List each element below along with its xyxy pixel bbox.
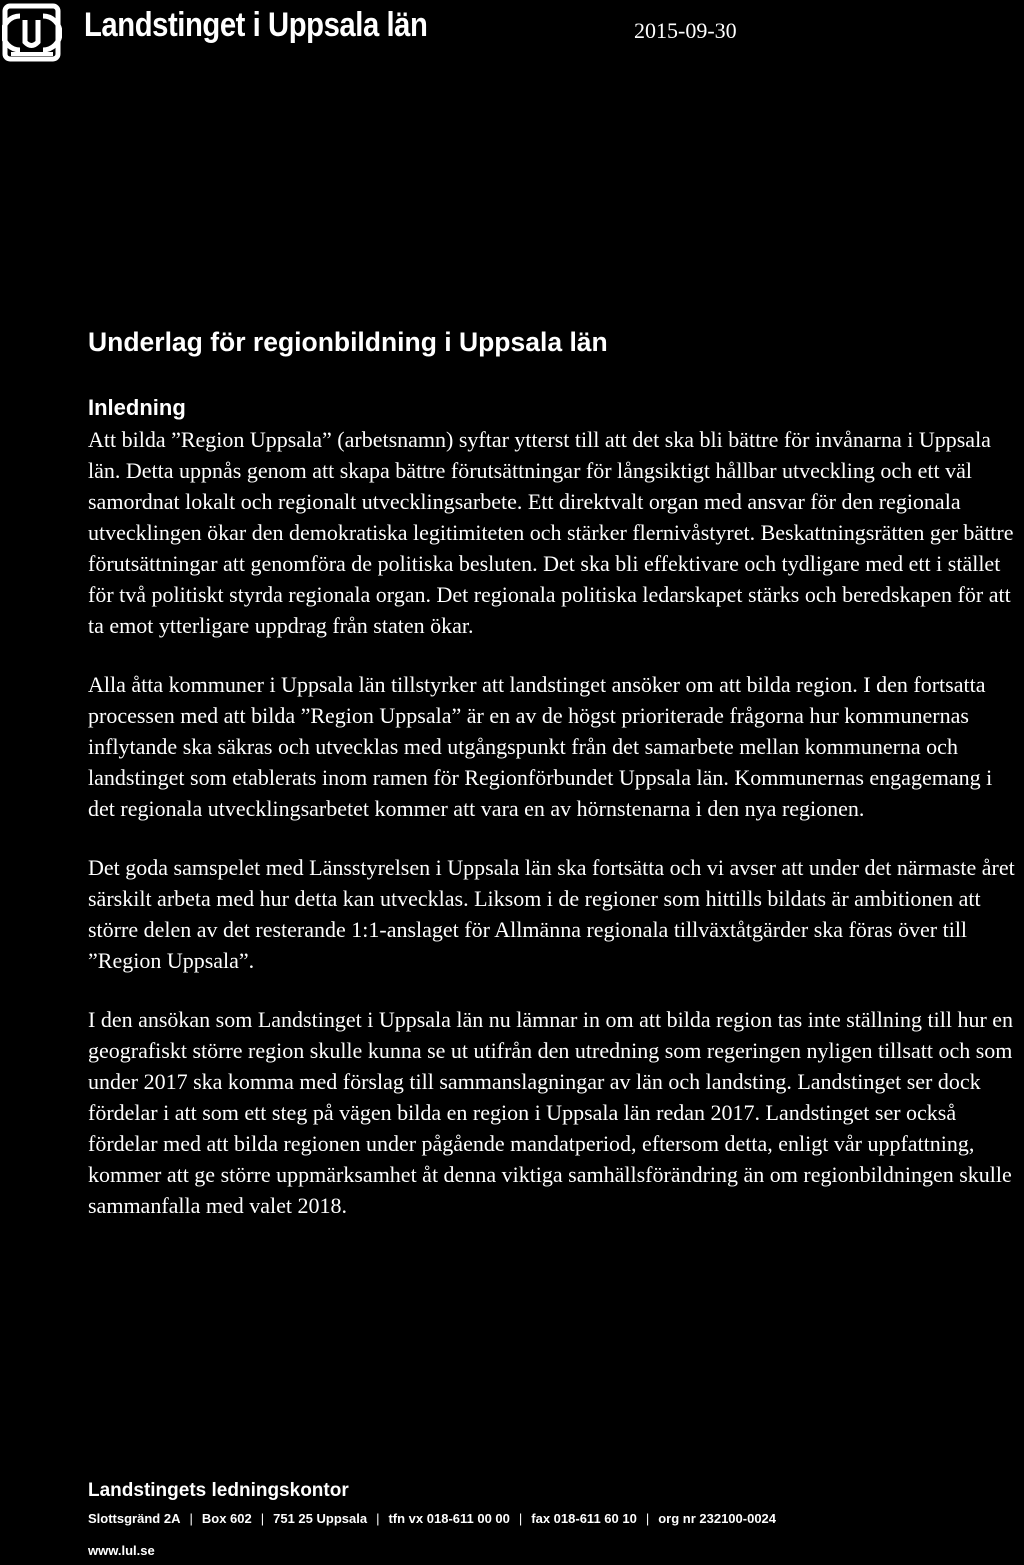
footer-org-number: org nr 232100-0024 <box>658 1511 777 1526</box>
footer-office-name: Landstingets ledningskontor <box>88 1480 349 1501</box>
footer-separator: | <box>189 1511 193 1526</box>
document-body <box>88 322 1018 1249</box>
footer-phone: tfn vx 018-611 00 00 <box>388 1511 510 1526</box>
county-council-logo-icon <box>2 2 62 62</box>
footer <box>88 1478 1018 1560</box>
document-title: Underlag för regionbildning i Uppsala län <box>88 327 608 357</box>
organization-name: Landstinget i Uppsala län <box>84 6 428 44</box>
letterhead <box>0 0 1024 80</box>
paragraph-2: Alla åtta kommuner i Uppsala län tillstyrker att landstinget ansöker om att bilda region. I den fortsatta processen med att bilda ”Region Uppsala” är en av de högst prioriterade frågorna hur kommunernas inflytande ska säkras och utvecklas med utgångspunkt från det samarbete mellan kommunerna och landstinget som etablerats inom ramen för Regionförbundet Uppsala län. Kommunernas engagemang i det regionala utvecklingsarbetet kommer att vara en av hörnstenarna i den nya regionen. <box>88 672 993 821</box>
document-date: 2015-09-30 <box>634 18 737 43</box>
footer-separator: | <box>518 1511 523 1526</box>
footer-contact-line <box>88 1510 1018 1528</box>
paragraph-4: I den ansökan som Landstinget i Uppsala län nu lämnar in om att bilda region tas inte ställning till hur en geografiskt större region skulle kunna se ut utifrån den utredning som regeringen nyligen tillsatt och som under 2017 ska komma med förslag till sammanslagningar av län och landsting. Landstinget ser dock fördelar i att som ett steg på vägen bilda en region i Uppsala län redan 2017. Landstinget ser också fördelar med att bilda regionen under pågående mandatperiod, eftersom detta, enligt vår uppfattning, kommer att ge större uppmärksamhet åt denna viktiga samhällsförändring än om regionbildningen skulle sammanfalla med valet 2018. <box>88 1007 1014 1218</box>
footer-website: www.lul.se <box>88 1543 155 1558</box>
footer-postal: 751 25 Uppsala <box>273 1511 368 1526</box>
footer-separator: | <box>376 1511 380 1526</box>
footer-box: Box 602 <box>201 1511 252 1526</box>
paragraph-1: Att bilda ”Region Uppsala” (arbetsnamn) syftar ytterst till att det ska bli bättre för invånarna i Uppsala län. Detta uppnås genom att skapa bättre förutsättningar för långsiktigt hållbar utveckling och ett väl samordnat lokalt och regionalt utvecklingsarbete. Ett direktvalt organ med ansvar för den regionala utvecklingen ökar den demokratiska legitimiteten och stärker flernivåstyret. Beskattningsrätten ger bättre förutsättningar att genomföra de politiska besluten. Det ska bli effektivare och tydligare med ett i stället för två politiskt styrda regionala organ. Det regionala politiska ledarskapet stärks och beredskapen för att ta emot ytterligare uppdrag från staten ökar. <box>88 427 1014 638</box>
section-heading-inledning: Inledning <box>88 395 186 420</box>
footer-fax: fax 018-611 60 10 <box>531 1511 637 1526</box>
footer-separator: | <box>645 1511 650 1526</box>
footer-separator: | <box>260 1511 265 1526</box>
footer-address: Slottsgränd 2A <box>88 1511 181 1526</box>
paragraph-3: Det goda samspelet med Länsstyrelsen i Uppsala län ska fortsätta och vi avser att under det närmaste året särskilt arbeta med hur detta kan utvecklas. Liksom i de regioner som hittills bildats är ambitionen att större delen av det resterande 1:1-anslaget för Allmänna regionala tillväxtåtgärder ska föras över till ”Region Uppsala”. <box>88 855 1015 973</box>
